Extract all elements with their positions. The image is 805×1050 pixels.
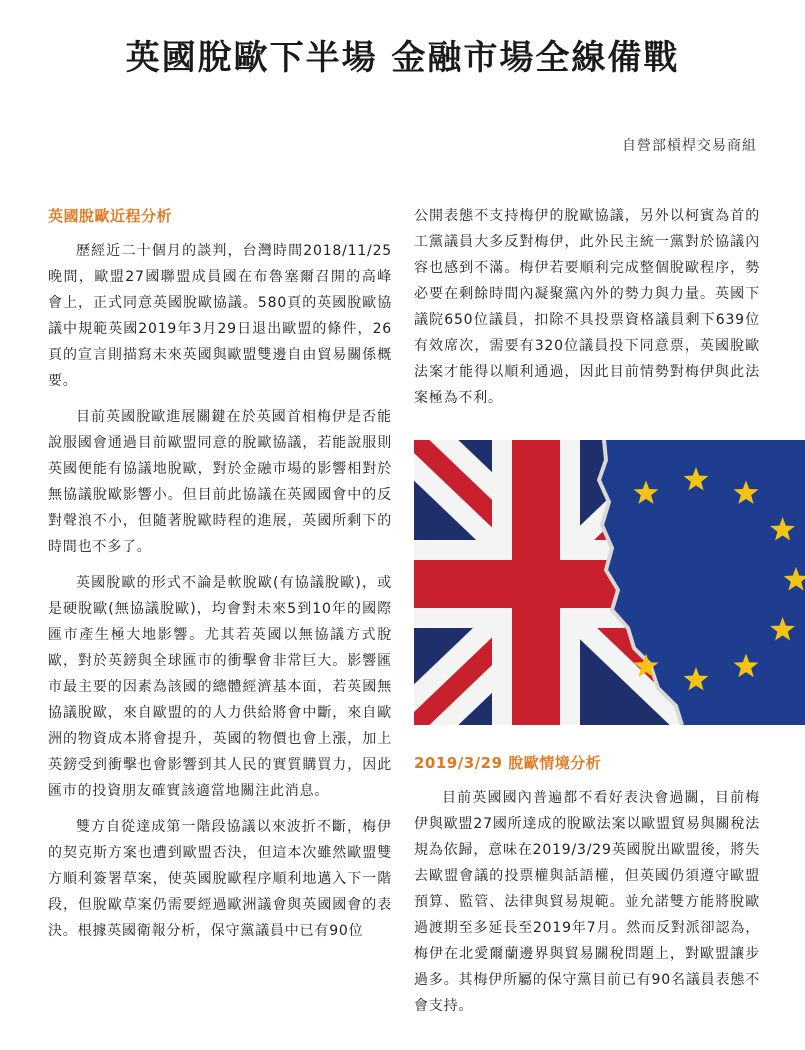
paragraph: 英國脫歐的形式不論是軟脫歐(有協議脫歐)，或是硬脫歐(無協議脫歐)，均會對未來5到10年的國際匯市產生極大地影響。尤其若英國以無協議方式脫歐，對於英鎊與全球匯市的衝擊會非常巨大。影響匯市最主要的因素為該國的總體經濟基本面，若英國無協議脫歐，來自歐盟的的人力供給將會中斷，來自歐洲的物資成本將會提升，英國的物價也會上漲，加上英鎊受到衝擊也會影響到其人民的實質購買力，因此匯市的投資朋友確實該適當地關注此消息。 [48,575,392,799]
page-title: 英國脫歐下半場 金融市場全線備戰 [125,38,680,78]
left-column [48,205,392,954]
right-column [414,203,760,421]
paragraph: 目前英國國內普遍都不看好表決會過關，目前梅伊與歐盟27國所達成的脫歐法案以歐盟貿易與關稅法規為依歸，意味在2019/3/29英國脫出歐盟後，將失去歐盟會議的投票權與話語權，但英國仍須遵守歐盟預算、監管、法律與貿易規範。並允諾雙方能將脫歐過渡期至多延長至2019年7月。然而反對派卻認為，梅伊在北愛爾蘭邊界與貿易關稅問題上，對歐盟讓步過多。其梅伊所屬的保守黨目前已有90名議員表態不會支持。 [414,790,760,1014]
author-byline: 自營部槓桿交易商組 [622,138,757,154]
scenario-section [414,752,760,1029]
paragraph: 雙方自從達成第一階段協議以來波折不斷，梅伊的契克斯方案也遭到歐盟否決，但這本次雖然歐盟雙方順利簽署草案，使英國脫歐程序順利地邁入下一階段，但脫歐草案仍需要經過歐洲議會與英國國會的表決。根據英國衛報分析，保守黨議員中已有90位 [48,819,392,939]
paragraph: 目前英國脫歐進展關鍵在於英國首相梅伊是否能說服國會通過目前歐盟同意的脫歐協議，若能說服則英國便能有協議地脫歐，對於金融市場的影響相對於無協議脫歐影響小。但目前此協議在英國國會中的反對聲浪不小，但隨著脫歐時程的進展，英國所剩下的時間也不多了。 [48,409,392,555]
section-heading-scenario: 2019/3/29 脫歐情境分析 [414,754,602,772]
section-heading-progress: 英國脫歐近程分析 [48,207,173,225]
paragraph-continuation: 公開表態不支持梅伊的脫歐協議，另外以柯賓為首的工黨議員大多反對梅伊，此外民主統一黨對於協議內容也感到不滿。梅伊若要順利完成整個脫歐程序，勢必要在剩餘時間內凝聚黨內外的勢力與力量。英國下議院650位議員，扣除不具投票資格議員剩下639位有效席次，需要有320位議員投下同意票，英國脫歐法案才能得以順利通過，因此目前情勢對梅伊與此法案極為不利。 [414,208,760,406]
paragraph: 歷經近二十個月的談判，台灣時間2018/11/25晚間，歐盟27國聯盟成員國在布魯塞爾召開的高峰會上，正式同意英國脫歐協議。580頁的英國脫歐協議中規範英國2019年3月29日退出歐盟的條件，26頁的宣言則描寫未來英國與歐盟雙邊自由貿易關係概要。 [48,243,392,389]
brexit-flags-image [414,440,805,725]
union-jack-eu-flag-illustration [414,440,805,725]
